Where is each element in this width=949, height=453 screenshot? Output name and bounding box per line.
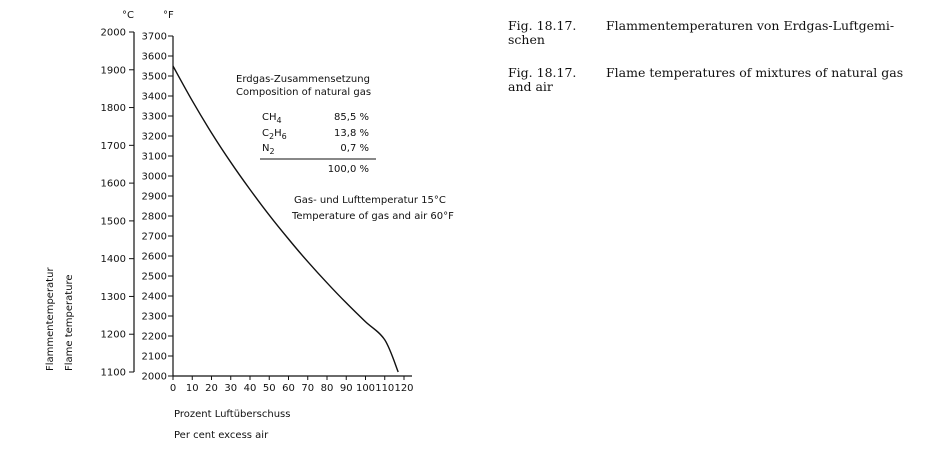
x-tick-label: 70 [301,383,315,394]
composition-formula-n2: $N_2$ [262,143,275,156]
y-axis-label-en: Flame temperature [64,274,75,371]
fahrenheit-tick-label: 3200 [141,131,167,143]
celsius-tick-label: 1200 [100,329,126,341]
fahrenheit-unit-label: °F [163,10,174,21]
celsius-tick-label: 1900 [100,65,126,77]
caption-english-number: Fig. 18.17. [508,65,577,80]
celsius-tick-label: 1400 [100,254,126,266]
composition-formula-c2h6: $C_2H_6$ [262,128,287,141]
celsius-tick-label: 1800 [100,103,126,115]
fahrenheit-tick-label: 2200 [141,331,167,343]
caption-english [508,66,933,94]
celsius-unit-label: °C [122,10,134,21]
x-tick-label: 0 [169,383,177,394]
celsius-tick-label: 1500 [100,216,126,228]
x-axis-label-de: Prozent Luftüberschuss [174,409,291,420]
fahrenheit-ticks [142,32,173,383]
celsius-tick-label: 1700 [100,140,126,152]
x-tick-label: 110 [375,383,395,394]
fahrenheit-tick-label: 2600 [141,251,167,263]
celsius-tick-label: 2000 [100,27,126,39]
x-tick-label: 80 [320,383,334,394]
fahrenheit-tick-label: 2900 [141,191,167,203]
fahrenheit-tick-label: 3600 [141,51,167,63]
x-tick-label: 50 [262,383,276,394]
fahrenheit-tick-label: 2700 [141,231,167,243]
caption-german-text-line2: schen [508,32,545,47]
celsius-tick-label: 1100 [100,367,126,379]
composition-value-c2h6: 13,8 % [334,128,369,139]
x-ticks [170,376,414,394]
x-tick-label: 90 [339,383,353,394]
conditions-en: Temperature of gas and air 60°F [292,211,454,222]
x-tick-label: 60 [282,383,295,394]
fahrenheit-tick-label: 2300 [141,311,167,323]
fahrenheit-tick-label: 3100 [141,151,167,163]
y-axis-label-de: Flammentemperatur [45,267,56,371]
celsius-ticks [101,28,134,379]
x-tick-label: 40 [243,383,257,394]
caption-german-text: Flammentemperaturen von Erdgas-Luftgemi- [606,18,895,33]
x-tick-label: 100 [355,383,376,394]
celsius-tick-label: 1300 [100,291,126,303]
fahrenheit-tick-label: 2500 [141,271,167,283]
celsius-tick-label: 1600 [100,178,126,190]
fahrenheit-tick-label: 3300 [141,111,167,123]
caption-german [508,19,933,47]
caption-english-text: Flame temperatures of mixtures of natural gas [606,65,904,80]
composition-value-n2: 0,7 % [340,143,369,154]
x-tick-label: 20 [205,383,218,394]
fahrenheit-tick-label: 2000 [141,371,167,383]
composition-title-en: Composition of natural gas [236,87,372,98]
caption-english-text-line2: and air [508,79,553,94]
fahrenheit-tick-label: 2100 [141,351,167,363]
fahrenheit-tick-label: 3000 [141,171,167,183]
conditions-de: Gas- und Lufttemperatur 15°C [294,195,446,206]
composition-formula-ch4: $CH_4$ [262,112,282,125]
fahrenheit-tick-label: 3700 [141,31,167,43]
fahrenheit-tick-label: 2400 [141,291,167,303]
caption-german-number: Fig. 18.17. [508,18,577,33]
x-tick-label: 120 [394,383,414,394]
x-tick-label: 10 [185,383,199,394]
composition-value-ch4: 85,5 % [334,112,369,123]
x-axis-label-en: Per cent excess air [174,430,269,441]
fahrenheit-tick-label: 2800 [141,211,167,223]
x-tick-label: 30 [224,383,238,394]
fahrenheit-tick-label: 3400 [141,91,167,103]
composition-title-de: Erdgas-Zusammensetzung [236,74,370,85]
composition-total: 100,0 % [327,164,369,175]
fahrenheit-tick-label: 3500 [141,71,167,83]
